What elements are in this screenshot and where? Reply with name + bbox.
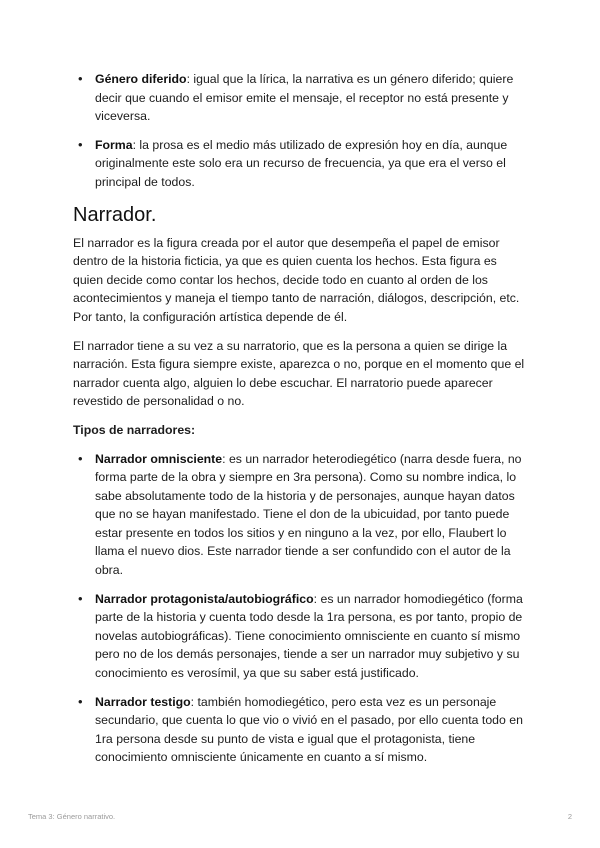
list-item-text: : también homodiegético, pero esta vez es un personaje secundario, que cuenta lo que vio o vivió en el pasado, por ello cuenta todo en 1ra persona desde su punto de vista e igual que el protagonista, tiene conocimiento omnisciente únicamente en cuanto a sí mismo. [95, 694, 523, 765]
list-item [73, 136, 530, 192]
paragraph: El narrador es la figura creada por el autor que desempeña el papel de emisor dentro de la historia ficticia, ya que es quien cuenta los hechos. Esta figura es quien decide como contar los hechos, decide todo en cuanto al orden de los acontecimientos y maneja el tiempo tanto de narración, diálogos, descripción, etc. Por tanto, la configuración artística depende de él. [73, 235, 520, 324]
list-item-term: Narrador protagonista/autobiográfico [95, 591, 314, 606]
list-item [73, 450, 530, 580]
list-item-term: Género diferido [95, 72, 187, 86]
footer-title: Tema 3: Género narrativo. [28, 812, 116, 821]
list-item-term: Forma [95, 137, 133, 152]
top-bullet-list [73, 70, 530, 192]
document-page [73, 70, 530, 777]
list-item-text: : igual que la lírica, la narrativa es un género diferido; quiere decir que cuando el emisor emite el mensaje, el receptor no está presente y viceversa. [95, 72, 514, 124]
list-item [73, 70, 530, 126]
list-item-term: Narrador omnisciente [95, 451, 223, 466]
section-title: Narrador. [73, 203, 157, 226]
list-item-term: Narrador testigo [95, 694, 191, 709]
subheading: Tipos de narradores: [73, 422, 196, 437]
types-bullet-list [73, 450, 530, 768]
list-item-text: : es un narrador homodiegético (forma parte de la historia y cuenta todo desde la 1ra persona, es por tanto, propio de novelas autobiográficas). Tiene conocimiento omnisciente en cuanto sí mismo pero no de los demás personajes, tiende a ser un narrador muy subjetivo y su conocimiento es verosímil, ya que su saber está justificado. [95, 591, 523, 681]
paragraph: El narrador tiene a su vez a su narratorio, que es la persona a quien se dirige la narración. Esta figura siempre existe, aparezca o no, porque en el momento que el narrador cuenta algo, alguien lo debe escuchar. El narratorio puede aparecer revestido de personalidad o no. [73, 338, 525, 409]
list-item [73, 590, 530, 683]
page-footer [28, 812, 572, 821]
page-number: 2 [567, 812, 572, 821]
list-item-text: : es un narrador heterodiegético (narra desde fuera, no forma parte de la obra y siempre en 3ra persona). Como su nombre indica, lo sabe absolutamente todo de la historia y de personajes, aunque hayan datos que no se hayan manifestado. Tiene el don de la ubicuidad, por tanto puede estar presente en todos los sitios y en ninguno a la vez, por ello, Flaubert lo llama el nuevo dios. Este narrador tiende a ser confundido con el autor de la obra. [95, 451, 522, 578]
list-item-text: : la prosa es el medio más utilizado de expresión hoy en día, aunque originalmente este solo era un recurso de frecuencia, ya que era el verso el principal de todos. [95, 137, 508, 189]
list-item [73, 693, 530, 767]
